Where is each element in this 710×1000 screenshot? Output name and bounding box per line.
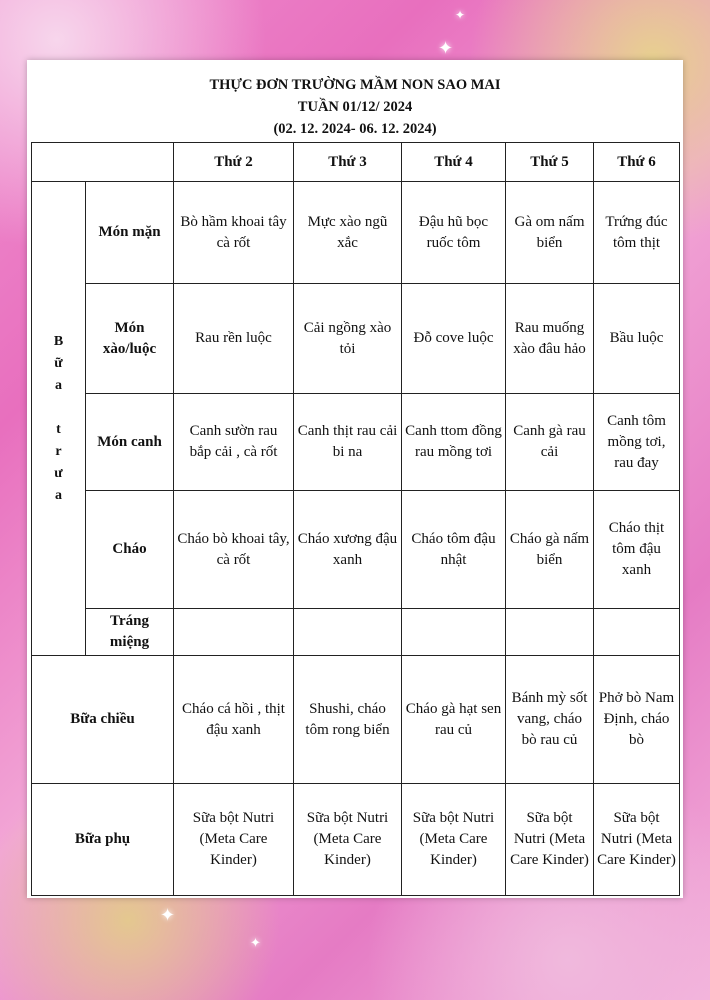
menu-header	[27, 74, 683, 140]
row-label: Cháo	[86, 491, 174, 609]
menu-cell: Cải ngồng xào tỏi	[294, 284, 402, 394]
menu-cell: Canh tôm mồng tơi, rau đay	[594, 394, 680, 491]
menu-cell: Đậu hũ bọc ruốc tôm	[402, 182, 506, 284]
menu-cell: Đỗ cove luộc	[402, 284, 506, 394]
sparkle-decoration: ✦	[250, 935, 261, 950]
day-header: Thứ 3	[294, 143, 402, 182]
menu-cell: Rau rền luộc	[174, 284, 294, 394]
row-label: Tráng miệng	[86, 609, 174, 656]
day-header-row	[32, 143, 680, 182]
menu-cell: Shushi, cháo tôm rong biển	[294, 656, 402, 784]
row-label: Món mặn	[86, 182, 174, 284]
menu-cell: Rau muống xào đâu hảo	[506, 284, 594, 394]
row-label: Món xào/luộc	[86, 284, 174, 394]
day-header: Thứ 4	[402, 143, 506, 182]
menu-cell: Cháo tôm đậu nhật	[402, 491, 506, 609]
day-header: Thứ 5	[506, 143, 594, 182]
menu-cell: Canh ttom đồng rau mồng tơi	[402, 394, 506, 491]
menu-cell: Cháo gà hạt sen rau củ	[402, 656, 506, 784]
menu-cell: Gà om nấm biển	[506, 182, 594, 284]
menu-cell: Cháo bò khoai tây, cà rốt	[174, 491, 294, 609]
sparkle-decoration: ✦	[455, 8, 466, 22]
menu-cell	[402, 609, 506, 656]
menu-cell: Phở bò Nam Định, cháo bò	[594, 656, 680, 784]
menu-cell: Sữa bột Nutri (Meta Care Kinder)	[174, 784, 294, 896]
table-row	[32, 784, 680, 896]
table-row	[32, 491, 680, 609]
row-label: Món canh	[86, 394, 174, 491]
table-row	[32, 394, 680, 491]
menu-cell	[174, 609, 294, 656]
lunch-label: B ữ a t r ư a	[32, 182, 86, 656]
menu-date-range: (02. 12. 2024- 06. 12. 2024)	[273, 121, 437, 137]
menu-cell: Cháo cá hồi , thịt đậu xanh	[174, 656, 294, 784]
day-header: Thứ 2	[174, 143, 294, 182]
menu-cell: Canh gà rau cải	[506, 394, 594, 491]
menu-cell: Sữa bột Nutri (Meta Care Kinder)	[402, 784, 506, 896]
menu-cell: Bánh mỳ sốt vang, cháo bò rau củ	[506, 656, 594, 784]
menu-week: TUẦN 01/12/ 2024	[297, 99, 413, 115]
menu-cell: Bò hầm khoai tây cà rốt	[174, 182, 294, 284]
menu-table	[31, 142, 680, 896]
menu-cell: Sữa bột Nutri (Meta Care Kinder)	[594, 784, 680, 896]
sparkle-decoration: ✦	[160, 905, 176, 925]
corner-cell	[32, 143, 174, 182]
sparkle-decoration: ✦	[438, 38, 454, 58]
menu-cell	[506, 609, 594, 656]
snack-label: Bữa phụ	[32, 784, 174, 896]
table-row	[32, 609, 680, 656]
menu-cell: Sữa bột Nutri (Meta Care Kinder)	[506, 784, 594, 896]
menu-cell: Mực xào ngũ xắc	[294, 182, 402, 284]
menu-cell: Cháo thịt tôm đậu xanh	[594, 491, 680, 609]
table-row	[32, 656, 680, 784]
afternoon-label: Bữa chiều	[32, 656, 174, 784]
menu-cell	[294, 609, 402, 656]
menu-cell: Canh thịt rau cải bi na	[294, 394, 402, 491]
table-row	[32, 182, 680, 284]
menu-cell: Sữa bột Nutri (Meta Care Kinder)	[294, 784, 402, 896]
menu-cell: Trứng đúc tôm thịt	[594, 182, 680, 284]
menu-cell: Bầu luộc	[594, 284, 680, 394]
table-row	[32, 284, 680, 394]
menu-cell: Cháo gà nấm biển	[506, 491, 594, 609]
day-header: Thứ 6	[594, 143, 680, 182]
menu-title: THỰC ĐƠN TRƯỜNG MẦM NON SAO MAI	[209, 77, 501, 93]
menu-cell	[594, 609, 680, 656]
menu-sheet	[27, 60, 683, 898]
menu-cell: Canh sườn rau bắp cải , cà rốt	[174, 394, 294, 491]
menu-cell: Cháo xương đậu xanh	[294, 491, 402, 609]
